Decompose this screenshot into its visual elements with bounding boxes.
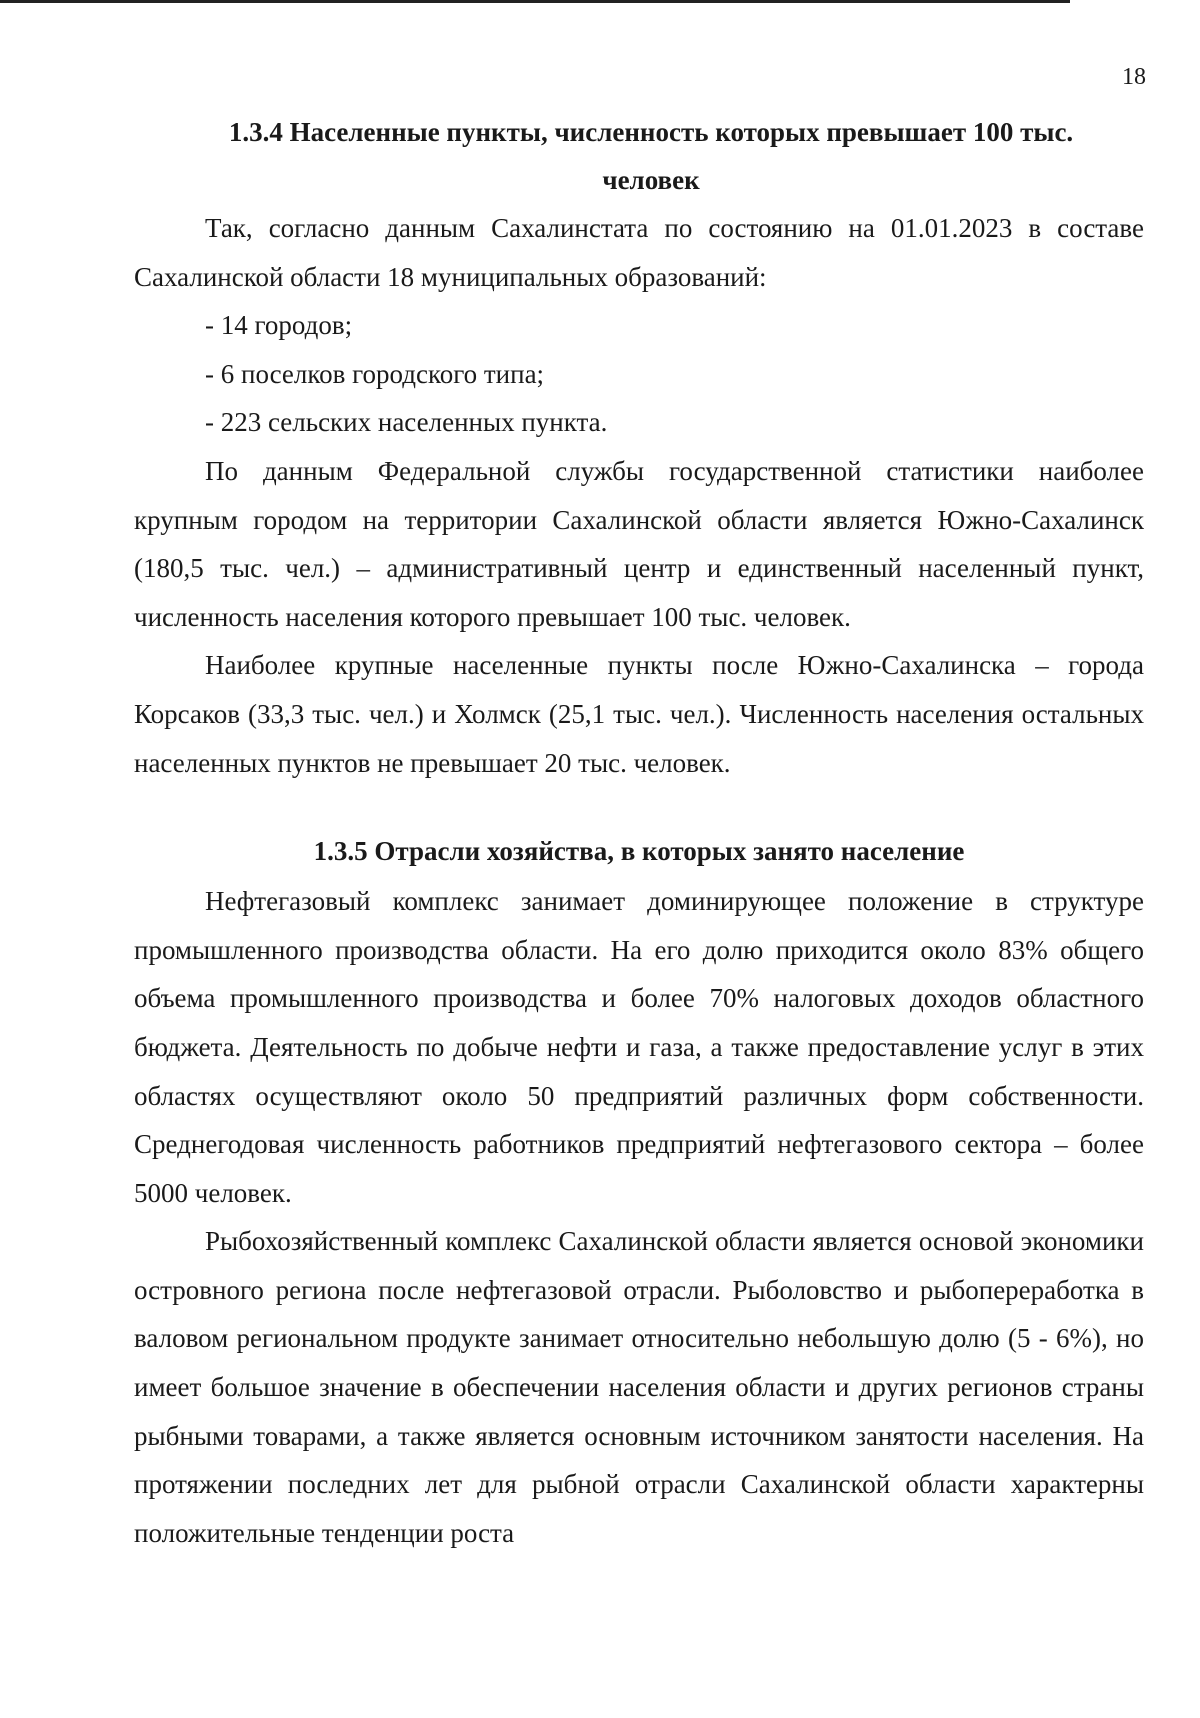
heading-line-2: человек [602,165,700,195]
heading-line-1: 1.3.4 Населенные пункты, численность которых превышает 100 тыс. [228,117,1074,147]
page-content [134,108,1144,1557]
intro-paragraph: Так, согласно данным Сахалинстата по состоянию на 01.01.2023 в составе Сахалинской области 18 муниципальных образований: [134,213,1144,292]
paragraph-largest-city: По данным Федеральной службы государственной статистики наиболее крупным городом на территории Сахалинской области является Южно-Сахалинск (180,5 тыс. чел.) – административный центр и единственный населенный пункт, численность населения которого превышает 100 тыс. человек. [134,455,1144,632]
paragraph-oil-gas: Нефтегазовый комплекс занимает доминирующее положение в структуре промышленного производства области. На его долю приходится около 83% общего объема промышленного производства и более 70% налоговых доходов областного бюджета. Деятельность по добыче нефти и газа, а также предоставление услуг в этих областях осуществляют около 50 предприятий различных форм собственности. Среднегодовая численность работников предприятий нефтегазового сектора – более 5000 человек. [134,886,1144,1208]
section-1-3-5 [134,827,1144,1557]
paragraph-fisheries: Рыбохозяйственный комплекс Сахалинской области является основой экономики островного региона после нефтегазовой отрасли. Рыболовство и рыбопереработка в валовом региональном продукте занимает относительно небольшую долю (5 - 6%), но имеет большое значение в обеспечении населения области и других регионов страны рыбными товарами, а также является основным источником занятости населения. На протяжении последних лет для рыбной отрасли Сахалинской области характерны положительные тенденции роста [134,1226,1144,1548]
paragraph-other-towns: Наиболее крупные населенные пункты после Южно-Сахалинска – города Корсаков (33,3 тыс. чел.) и Холмск (25,1 тыс. чел.). Численность населения остальных населенных пунктов не превышает 20 тыс. человек. [134,650,1144,778]
top-border-line [0,0,1070,3]
section-1-3-4 [134,108,1144,787]
list-item-settlements: - 6 поселков городского типа; [205,358,545,389]
list-item-cities: - 14 городов; [205,310,353,341]
section-heading-1-3-5: 1.3.5 Отрасли хозяйства, в которых занято население [313,836,965,867]
section-heading-1-3-4 [134,108,1144,204]
list-item-rural: - 223 сельских населенных пункта. [205,407,608,438]
page-number: 18 [1122,64,1146,90]
